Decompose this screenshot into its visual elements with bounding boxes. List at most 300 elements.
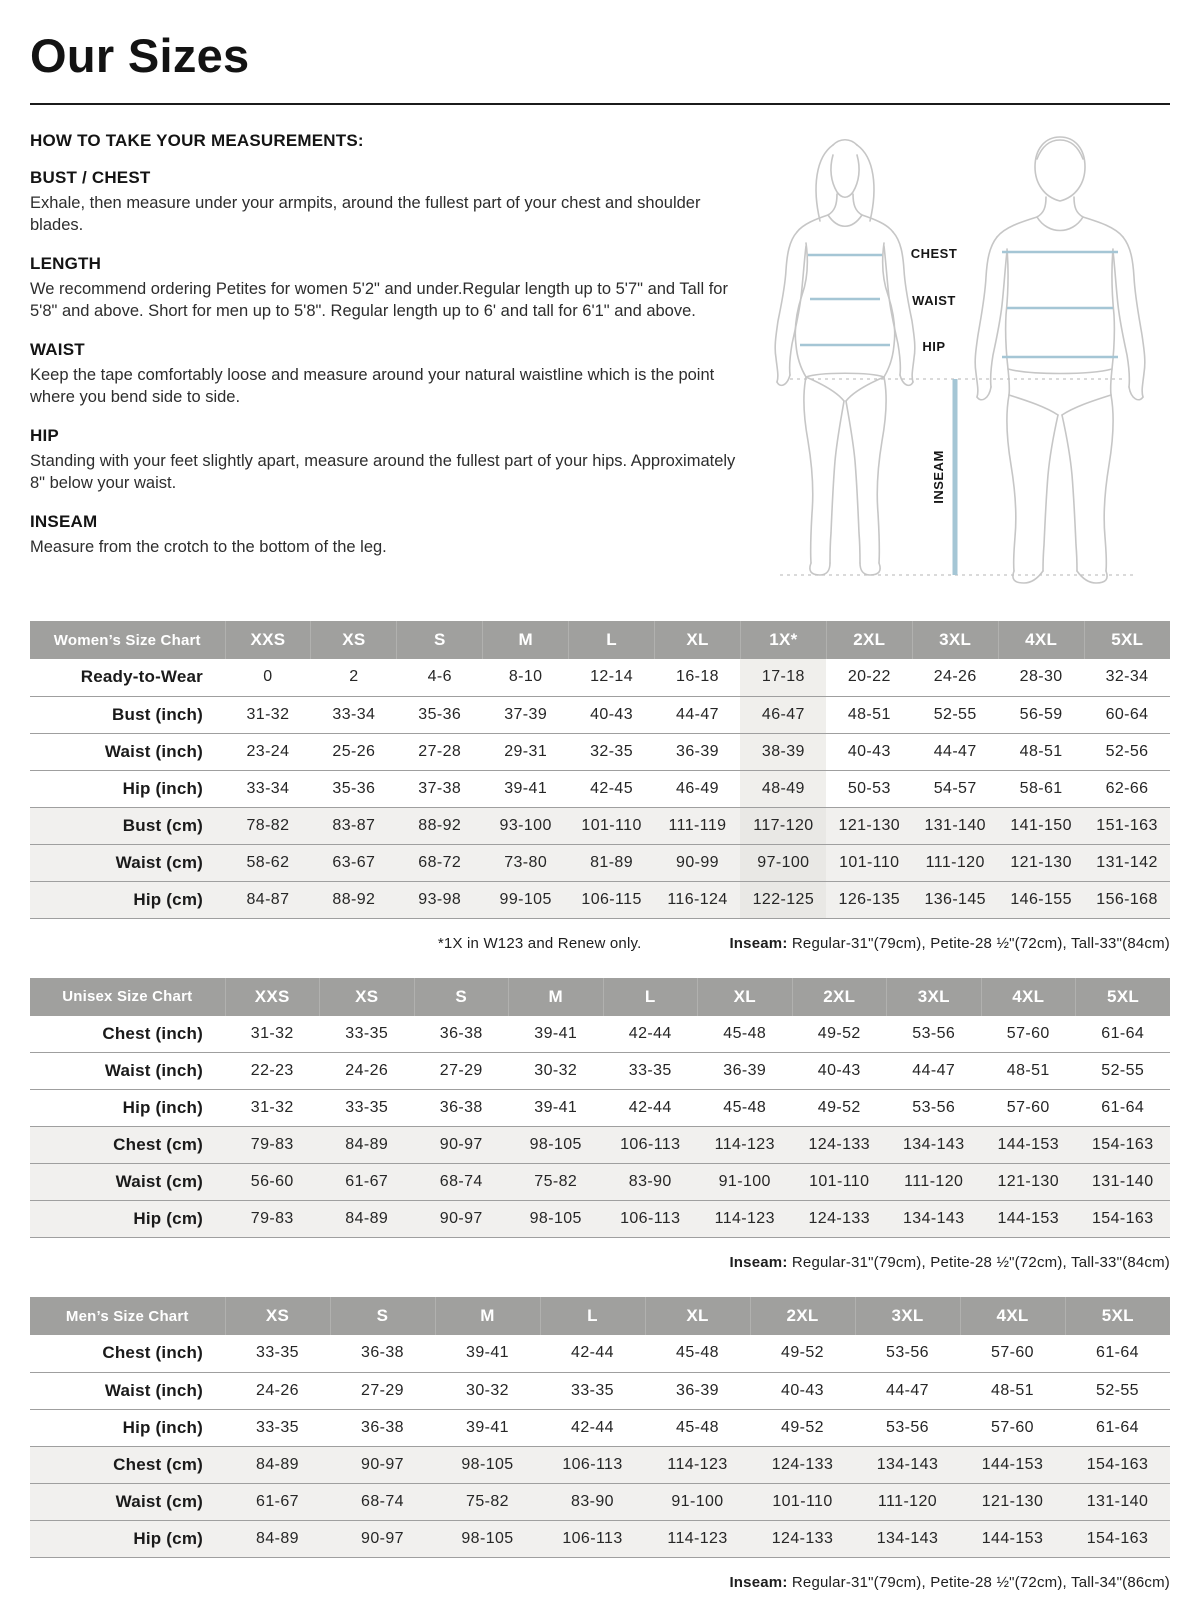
size-cell: 111-120 [912, 844, 998, 881]
size-cell: 111-120 [855, 1483, 960, 1520]
size-cell: 36-38 [330, 1335, 435, 1372]
size-cell: 146-155 [998, 881, 1084, 918]
size-cell: 58-61 [998, 770, 1084, 807]
size-column-header: 4XL [981, 978, 1076, 1016]
size-cell: 39-41 [483, 770, 569, 807]
table-row [30, 1372, 1170, 1409]
size-cell: 134-143 [855, 1446, 960, 1483]
size-cell: 39-41 [509, 1090, 604, 1127]
size-column-header: XXS [225, 978, 320, 1016]
row-label: Hip (inch) [30, 1090, 225, 1127]
section-heading: INSEAM [30, 511, 98, 531]
size-cell: 30-32 [435, 1372, 540, 1409]
size-cell: 44-47 [912, 733, 998, 770]
size-column-header: M [435, 1297, 540, 1335]
size-column-header: XL [698, 978, 793, 1016]
table-row [30, 1164, 1170, 1201]
size-cell: 45-48 [698, 1016, 793, 1053]
measurement-lines [780, 252, 1135, 575]
size-cell: 48-51 [826, 696, 912, 733]
size-cell: 33-35 [320, 1090, 415, 1127]
size-cell: 156-168 [1084, 881, 1170, 918]
size-column-header: S [397, 621, 483, 659]
size-cell: 49-52 [750, 1335, 855, 1372]
size-cell: 91-100 [698, 1164, 793, 1201]
size-cell: 90-99 [655, 844, 741, 881]
size-column-header: XL [655, 621, 741, 659]
size-cell: 33-35 [540, 1372, 645, 1409]
size-cell: 36-38 [330, 1409, 435, 1446]
section-heading: LENGTH [30, 253, 102, 273]
size-cell: 61-64 [1065, 1335, 1170, 1372]
size-cell: 141-150 [998, 807, 1084, 844]
size-cell: 44-47 [655, 696, 741, 733]
size-cell: 50-53 [826, 770, 912, 807]
size-cell: 52-55 [1076, 1053, 1171, 1090]
size-cell: 49-52 [750, 1409, 855, 1446]
size-cell: 84-87 [225, 881, 311, 918]
section-heading: WAIST [30, 339, 85, 359]
row-label: Hip (inch) [30, 770, 225, 807]
size-cell: 136-145 [912, 881, 998, 918]
size-cell: 134-143 [855, 1520, 960, 1557]
table-title: Unisex Size Chart [30, 978, 225, 1016]
table-row [30, 733, 1170, 770]
size-cell: 36-38 [414, 1090, 509, 1127]
size-cell: 131-140 [1065, 1483, 1170, 1520]
page-title: Our Sizes [30, 29, 250, 82]
size-cell: 29-31 [483, 733, 569, 770]
size-cell: 60-64 [1084, 696, 1170, 733]
size-cell: 33-35 [603, 1053, 698, 1090]
size-cell: 45-48 [645, 1335, 750, 1372]
size-column-header: XS [225, 1297, 330, 1335]
size-cell: 78-82 [225, 807, 311, 844]
size-cell: 81-89 [569, 844, 655, 881]
size-column-header: 3XL [887, 978, 982, 1016]
size-cell: 122-125 [740, 881, 826, 918]
size-cell: 49-52 [792, 1016, 887, 1053]
size-cell: 40-43 [750, 1372, 855, 1409]
hip-diagram-label: HIP [922, 339, 946, 354]
size-cell: 61-64 [1076, 1016, 1171, 1053]
man-silhouette-outline [975, 137, 1145, 583]
size-cell: 20-22 [826, 659, 912, 696]
size-column-header: 4XL [998, 621, 1084, 659]
mens-size-chart-section [30, 1297, 1170, 1591]
size-cell: 37-39 [483, 696, 569, 733]
size-column-header: M [509, 978, 604, 1016]
size-cell: 84-89 [225, 1446, 330, 1483]
size-cell: 61-64 [1065, 1409, 1170, 1446]
size-cell: 144-153 [960, 1446, 1065, 1483]
table-header-row [30, 1297, 1170, 1335]
size-cell: 121-130 [960, 1483, 1065, 1520]
size-cell: 17-18 [740, 659, 826, 696]
table-row [30, 807, 1170, 844]
table-title: Women’s Size Chart [30, 621, 225, 659]
table-row [30, 881, 1170, 918]
inseam-note-label: Inseam: [729, 1254, 788, 1271]
size-cell: 88-92 [311, 881, 397, 918]
table-row [30, 1090, 1170, 1127]
size-cell: 25-26 [311, 733, 397, 770]
size-cell: 44-47 [887, 1053, 982, 1090]
table-row [30, 844, 1170, 881]
table-header-row [30, 978, 1170, 1016]
row-label: Bust (inch) [30, 696, 225, 733]
size-cell: 53-56 [855, 1335, 960, 1372]
size-cell: 57-60 [981, 1016, 1076, 1053]
size-cell: 46-49 [655, 770, 741, 807]
row-label: Chest (inch) [30, 1016, 225, 1053]
size-cell: 33-35 [225, 1335, 330, 1372]
size-cell: 114-123 [698, 1127, 793, 1164]
section-body: We recommend ordering Petites for women 5'2" and under.Regular length up to 5'7" and Tall for 5'8" and above. Short for men up to 5'8". Regular length up to 6' and tall for 6'1" and above. [30, 279, 728, 320]
size-cell: 121-130 [981, 1164, 1076, 1201]
size-cell: 106-113 [540, 1446, 645, 1483]
size-cell: 98-105 [509, 1201, 604, 1238]
size-cell: 52-55 [1065, 1372, 1170, 1409]
size-column-header: L [540, 1297, 645, 1335]
size-cell: 154-163 [1076, 1201, 1171, 1238]
size-cell: 121-130 [826, 807, 912, 844]
size-cell: 36-39 [698, 1053, 793, 1090]
body-diagram-svg [750, 125, 1170, 595]
woman-silhouette-outline [775, 140, 915, 575]
size-cell: 126-135 [826, 881, 912, 918]
instruction-sections [30, 168, 740, 558]
size-column-header: XL [645, 1297, 750, 1335]
size-cell: 32-35 [569, 733, 655, 770]
size-cell: 36-39 [655, 733, 741, 770]
size-cell: 111-119 [655, 807, 741, 844]
size-cell: 144-153 [981, 1201, 1076, 1238]
size-column-header: 2XL [792, 978, 887, 1016]
size-cell: 35-36 [397, 696, 483, 733]
size-cell: 33-34 [225, 770, 311, 807]
size-cell: 114-123 [698, 1201, 793, 1238]
instruction-section [30, 168, 740, 237]
table-row [30, 1520, 1170, 1557]
inseam-note: Inseam: Regular-31"(79cm), Petite-28 ½"(72cm), Tall-33"(84cm) [729, 1254, 1170, 1271]
size-cell: 42-44 [603, 1090, 698, 1127]
size-cell: 84-89 [320, 1201, 415, 1238]
size-cell: 93-98 [397, 881, 483, 918]
size-cell: 101-110 [792, 1164, 887, 1201]
size-cell: 84-89 [320, 1127, 415, 1164]
size-cell: 68-74 [330, 1483, 435, 1520]
size-cell: 30-32 [509, 1053, 604, 1090]
table-header-row [30, 621, 1170, 659]
row-label: Hip (inch) [30, 1409, 225, 1446]
table-row [30, 1201, 1170, 1238]
size-cell: 49-52 [792, 1090, 887, 1127]
size-cell: 124-133 [792, 1201, 887, 1238]
row-label: Chest (inch) [30, 1335, 225, 1372]
size-cell: 44-47 [855, 1372, 960, 1409]
size-cell: 90-97 [330, 1446, 435, 1483]
size-cell: 83-87 [311, 807, 397, 844]
row-label: Waist (cm) [30, 1483, 225, 1520]
size-cell: 56-60 [225, 1164, 320, 1201]
size-cell: 131-140 [1076, 1164, 1171, 1201]
size-column-header: S [330, 1297, 435, 1335]
size-cell: 48-51 [981, 1053, 1076, 1090]
row-label: Waist (inch) [30, 1372, 225, 1409]
size-cell: 16-18 [655, 659, 741, 696]
section-body: Measure from the crotch to the bottom of the leg. [30, 537, 387, 556]
size-cell: 154-163 [1065, 1446, 1170, 1483]
title-divider [30, 103, 1170, 105]
size-cell: 57-60 [960, 1409, 1065, 1446]
size-cell: 124-133 [750, 1446, 855, 1483]
section-heading: BUST / CHEST [30, 168, 151, 187]
size-cell: 117-120 [740, 807, 826, 844]
size-cell: 31-32 [225, 1090, 320, 1127]
size-cell: 57-60 [981, 1090, 1076, 1127]
table-row [30, 1483, 1170, 1520]
size-cell: 111-120 [887, 1164, 982, 1201]
section-heading: HIP [30, 425, 59, 445]
size-cell: 33-35 [320, 1016, 415, 1053]
size-cell: 131-140 [912, 807, 998, 844]
size-cell: 24-26 [320, 1053, 415, 1090]
size-cell: 75-82 [509, 1164, 604, 1201]
size-cell: 40-43 [569, 696, 655, 733]
size-cell: 36-38 [414, 1016, 509, 1053]
size-column-header: L [603, 978, 698, 1016]
instruction-section [30, 254, 740, 323]
size-cell: 31-32 [225, 1016, 320, 1053]
size-cell: 52-56 [1084, 733, 1170, 770]
size-cell: 144-153 [981, 1127, 1076, 1164]
size-column-header: XS [311, 621, 397, 659]
size-cell: 39-41 [435, 1409, 540, 1446]
size-cell: 53-56 [855, 1409, 960, 1446]
section-body: Exhale, then measure under your armpits, around the fullest part of your chest and shoulder blades. [30, 194, 701, 234]
inseam-note-label: Inseam: [729, 1573, 788, 1591]
size-cell: 58-62 [225, 844, 311, 881]
size-cell: 131-142 [1084, 844, 1170, 881]
size-cell: 61-67 [225, 1483, 330, 1520]
inseam-note: Inseam: Regular-31"(79cm), Petite-28 ½"(72cm), Tall-33"(84cm) [729, 934, 1170, 952]
size-column-header: 5XL [1084, 621, 1170, 659]
size-cell: 27-29 [414, 1053, 509, 1090]
size-cell: 144-153 [960, 1520, 1065, 1557]
size-cell: 106-113 [603, 1201, 698, 1238]
size-cell: 42-44 [603, 1016, 698, 1053]
size-cell: 48-51 [998, 733, 1084, 770]
size-cell: 2 [311, 659, 397, 696]
size-cell: 88-92 [397, 807, 483, 844]
size-column-header: S [414, 978, 509, 1016]
table-row [30, 1016, 1170, 1053]
instruction-section [30, 512, 740, 559]
row-label: Bust (cm) [30, 807, 225, 844]
how-to-heading: HOW TO TAKE YOUR MEASUREMENTS: [30, 131, 364, 150]
size-table [30, 621, 1170, 919]
size-cell: 68-72 [397, 844, 483, 881]
table-row [30, 1446, 1170, 1483]
size-table [30, 978, 1170, 1239]
size-column-header: 3XL [855, 1297, 960, 1335]
section-body: Keep the tape comfortably loose and measure around your natural waistline which is the point where you bend side to side. [30, 365, 715, 406]
size-column-header: 1X* [740, 621, 826, 659]
size-cell: 98-105 [435, 1520, 540, 1557]
size-cell: 83-90 [540, 1483, 645, 1520]
size-cell: 8-10 [483, 659, 569, 696]
section-body: Standing with your feet slightly apart, measure around the fullest part of your hips. Approximately 8" below your waist. [30, 451, 736, 492]
row-label: Chest (cm) [30, 1446, 225, 1483]
size-cell: 154-163 [1076, 1127, 1171, 1164]
size-column-header: L [569, 621, 655, 659]
size-cell: 24-26 [225, 1372, 330, 1409]
table-row [30, 1053, 1170, 1090]
row-label: Ready-to-Wear [30, 659, 225, 696]
size-table [30, 1297, 1170, 1558]
size-cell: 134-143 [887, 1201, 982, 1238]
size-cell: 12-14 [569, 659, 655, 696]
size-cell: 98-105 [435, 1446, 540, 1483]
size-cell: 27-29 [330, 1372, 435, 1409]
size-cell: 48-51 [960, 1372, 1065, 1409]
size-column-header: 5XL [1065, 1297, 1170, 1335]
size-column-header: 2XL [750, 1297, 855, 1335]
table-row [30, 1335, 1170, 1372]
size-cell: 101-110 [826, 844, 912, 881]
size-cell: 42-44 [540, 1409, 645, 1446]
row-label: Hip (cm) [30, 1520, 225, 1557]
size-cell: 79-83 [225, 1127, 320, 1164]
chest-diagram-label: CHEST [910, 246, 958, 261]
instructions-column [30, 129, 750, 558]
size-cell: 101-110 [569, 807, 655, 844]
size-cell: 106-113 [603, 1127, 698, 1164]
size-column-header: XS [320, 978, 415, 1016]
size-cell: 61-67 [320, 1164, 415, 1201]
size-cell: 27-28 [397, 733, 483, 770]
size-cell: 0 [225, 659, 311, 696]
row-label: Chest (cm) [30, 1127, 225, 1164]
size-cell: 98-105 [509, 1127, 604, 1164]
size-cell: 101-110 [750, 1483, 855, 1520]
size-cell: 46-47 [740, 696, 826, 733]
table-row [30, 770, 1170, 807]
body-measurement-diagram [750, 125, 1170, 595]
size-cell: 61-64 [1076, 1090, 1171, 1127]
size-cell: 116-124 [655, 881, 741, 918]
table-footnotes [30, 1574, 1170, 1591]
row-label: Hip (cm) [30, 881, 225, 918]
size-cell: 154-163 [1065, 1520, 1170, 1557]
size-cell: 83-90 [603, 1164, 698, 1201]
size-cell: 114-123 [645, 1446, 750, 1483]
size-cell: 22-23 [225, 1053, 320, 1090]
size-cell: 31-32 [225, 696, 311, 733]
table-row [30, 659, 1170, 696]
table-title: Men’s Size Chart [30, 1297, 225, 1335]
instruction-section [30, 426, 740, 495]
size-cell: 23-24 [225, 733, 311, 770]
size-cell: 62-66 [1084, 770, 1170, 807]
table-row [30, 1409, 1170, 1446]
size-cell: 75-82 [435, 1483, 540, 1520]
table-footnotes [30, 935, 1170, 952]
size-cell: 90-97 [414, 1127, 509, 1164]
row-label: Waist (cm) [30, 844, 225, 881]
size-cell: 151-163 [1084, 807, 1170, 844]
table-row [30, 1127, 1170, 1164]
size-column-header: 5XL [1076, 978, 1171, 1016]
size-cell: 97-100 [740, 844, 826, 881]
size-cell: 91-100 [645, 1483, 750, 1520]
size-cell: 68-74 [414, 1164, 509, 1201]
womens-size-chart-section [30, 621, 1170, 952]
size-cell: 52-55 [912, 696, 998, 733]
waist-diagram-label: WAIST [912, 293, 956, 308]
size-cell: 93-100 [483, 807, 569, 844]
size-cell: 106-113 [540, 1520, 645, 1557]
size-cell: 28-30 [998, 659, 1084, 696]
inseam-note: Inseam: Regular-31"(79cm), Petite-28 ½"(72cm), Tall-34"(86cm) [729, 1573, 1170, 1591]
inseam-diagram-label: INSEAM [931, 450, 946, 504]
size-cell: 124-133 [792, 1127, 887, 1164]
size-cell: 33-35 [225, 1409, 330, 1446]
size-column-header: 4XL [960, 1297, 1065, 1335]
instruction-section [30, 340, 740, 409]
size-cell: 63-67 [311, 844, 397, 881]
table-row [30, 696, 1170, 733]
size-cell: 53-56 [887, 1016, 982, 1053]
size-cell: 38-39 [740, 733, 826, 770]
size-cell: 53-56 [887, 1090, 982, 1127]
row-label: Waist (cm) [30, 1164, 225, 1201]
size-cell: 79-83 [225, 1201, 320, 1238]
size-cell: 32-34 [1084, 659, 1170, 696]
row-label: Waist (inch) [30, 1053, 225, 1090]
size-cell: 57-60 [960, 1335, 1065, 1372]
size-cell: 73-80 [483, 844, 569, 881]
size-cell: 114-123 [645, 1520, 750, 1557]
size-cell: 40-43 [792, 1053, 887, 1090]
size-cell: 121-130 [998, 844, 1084, 881]
size-cell: 45-48 [698, 1090, 793, 1127]
size-cell: 42-44 [540, 1335, 645, 1372]
size-cell: 84-89 [225, 1520, 330, 1557]
size-cell: 106-115 [569, 881, 655, 918]
size-cell: 45-48 [645, 1409, 750, 1446]
size-cell: 48-49 [740, 770, 826, 807]
size-column-header: M [483, 621, 569, 659]
measurement-guide [30, 129, 1170, 595]
row-label: Hip (cm) [30, 1201, 225, 1238]
size-cell: 4-6 [397, 659, 483, 696]
size-cell: 124-133 [750, 1520, 855, 1557]
size-cell: 24-26 [912, 659, 998, 696]
size-column-header: XXS [225, 621, 311, 659]
size-cell: 39-41 [509, 1016, 604, 1053]
size-cell: 134-143 [887, 1127, 982, 1164]
size-cell: 90-97 [414, 1201, 509, 1238]
size-cell: 99-105 [483, 881, 569, 918]
size-column-header: 3XL [912, 621, 998, 659]
size-cell: 54-57 [912, 770, 998, 807]
size-cell: 56-59 [998, 696, 1084, 733]
unisex-size-chart-section [30, 978, 1170, 1272]
size-cell: 35-36 [311, 770, 397, 807]
table-footnotes [30, 1254, 1170, 1271]
